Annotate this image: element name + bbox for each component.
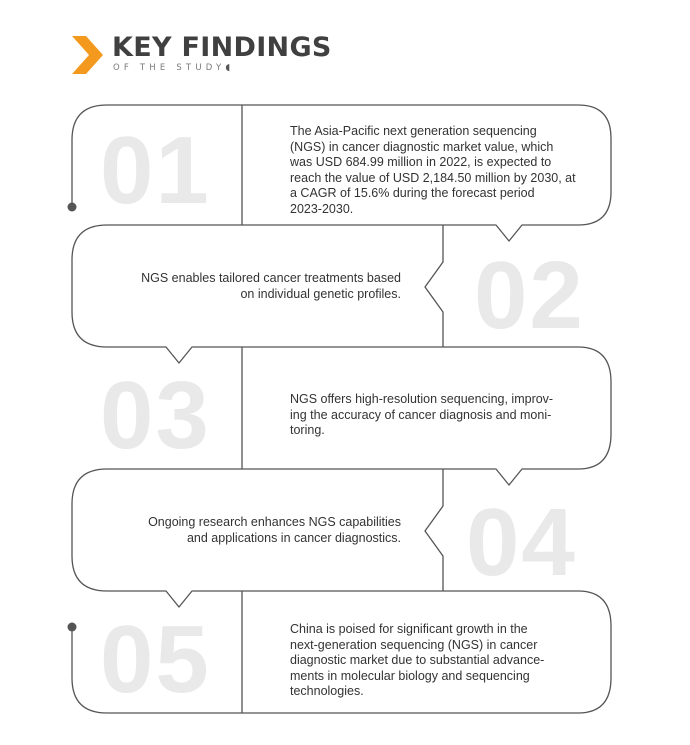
text-line: Ongoing research enhances NGS capabilities: [148, 515, 401, 529]
text-line: diagnostic market due to substantial advance-: [290, 653, 545, 667]
page-title: KEY FINDINGS: [112, 32, 332, 63]
text-line: reach the value of USD 2,184.50 million by 2030, at: [290, 170, 576, 185]
end-dot: [68, 623, 77, 632]
finding-text-05: [290, 622, 600, 700]
text-line: China is poised for significant growth in the: [290, 622, 528, 636]
text-line: ing the accuracy of cancer diagnosis and moni-: [290, 407, 552, 422]
text-line: on individual genetic profiles.: [240, 286, 401, 301]
start-dot: [68, 203, 77, 212]
text-line: technologies.: [290, 684, 364, 698]
text-line: a CAGR of 15.6% during the forecast period: [290, 186, 535, 200]
finding-text-04: [95, 515, 401, 546]
finding-number-05: 05: [100, 606, 211, 713]
text-line: (NGS) in cancer diagnostic market value, which: [290, 139, 554, 154]
divider-2: [425, 225, 443, 347]
text-line: next-generation sequencing (NGS) in cancer: [290, 637, 538, 652]
text-line: The Asia-Pacific next generation sequencing: [290, 124, 537, 138]
page-subtitle-text: OF THE STUDY: [113, 63, 226, 73]
finding-text-03: [290, 392, 600, 439]
text-line: 2023-2030.: [290, 201, 354, 216]
text-line: was USD 684.99 million in 2022, is expected to: [290, 155, 552, 169]
finding-number-03: 03: [100, 362, 211, 469]
finding-number-01: 01: [100, 117, 211, 224]
text-line: and applications in cancer diagnostics.: [186, 530, 401, 545]
text-line: toring.: [290, 423, 325, 437]
finding-number-04: 04: [466, 489, 577, 596]
text-line: NGS offers high-resolution sequencing, improv-: [290, 392, 554, 406]
finding-number-02: 02: [474, 242, 585, 349]
text-line: ments in molecular biology and sequencing: [290, 668, 530, 683]
finding-text-02: [95, 271, 401, 302]
moon-icon: ◖: [225, 63, 231, 73]
page-subtitle: [113, 64, 230, 73]
chevron-right-icon: [72, 36, 103, 74]
finding-text-01: [290, 124, 600, 217]
divider-4: [425, 469, 443, 591]
text-line: NGS enables tailored cancer treatments based: [141, 271, 401, 285]
